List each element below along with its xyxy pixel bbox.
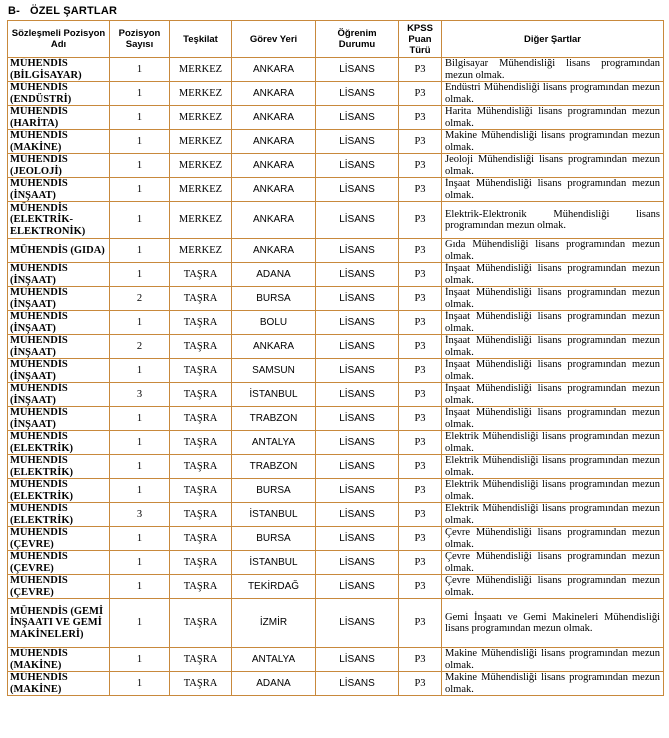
table-row — [8, 431, 664, 455]
location-cell: ANKARA — [232, 130, 316, 154]
other-conditions-cell: Elektrik Mühendisliği lisans programından mezun olmak. — [442, 455, 664, 479]
education-cell: LİSANS — [316, 263, 399, 287]
organization-cell: MERKEZ — [170, 130, 232, 154]
organization-cell: MERKEZ — [170, 178, 232, 202]
organization-cell: MERKEZ — [170, 82, 232, 106]
position-name-cell: MÜHENDİS (İNŞAAT) — [8, 178, 110, 202]
organization-cell: MERKEZ — [170, 106, 232, 130]
organization-cell: MERKEZ — [170, 154, 232, 178]
position-name-cell: MÜHENDİS (GEMİ İNŞAATI VE GEMİ MAKİNELERİ) — [8, 599, 110, 648]
kpss-cell: P3 — [399, 154, 442, 178]
location-cell: ANKARA — [232, 154, 316, 178]
position-count-cell: 3 — [110, 503, 170, 527]
kpss-cell: P3 — [399, 479, 442, 503]
organization-cell: TAŞRA — [170, 648, 232, 672]
kpss-cell: P3 — [399, 431, 442, 455]
education-cell: LİSANS — [316, 287, 399, 311]
other-conditions-cell: Makine Mühendisliği lisans programından mezun olmak. — [442, 130, 664, 154]
header-education: Öğrenim Durumu — [316, 21, 399, 58]
kpss-cell: P3 — [399, 335, 442, 359]
location-cell: ADANA — [232, 263, 316, 287]
organization-cell: TAŞRA — [170, 503, 232, 527]
position-count-cell: 1 — [110, 672, 170, 696]
other-conditions-cell: Makine Mühendisliği lisans programından mezun olmak. — [442, 672, 664, 696]
education-cell: LİSANS — [316, 672, 399, 696]
header-location: Görev Yeri — [232, 21, 316, 58]
other-conditions-cell: İnşaat Mühendisliği lisans programından mezun olmak. — [442, 263, 664, 287]
kpss-cell: P3 — [399, 648, 442, 672]
other-conditions-cell: Jeoloji Mühendisliği lisans programından mezun olmak. — [442, 154, 664, 178]
table-row — [8, 407, 664, 431]
position-name-cell: MÜHENDİS (ENDÜSTRİ) — [8, 82, 110, 106]
table-row — [8, 479, 664, 503]
kpss-cell: P3 — [399, 239, 442, 263]
section-title-text: ÖZEL ŞARTLAR — [30, 5, 118, 17]
kpss-cell: P3 — [399, 599, 442, 648]
position-count-cell: 1 — [110, 407, 170, 431]
organization-cell: MERKEZ — [170, 202, 232, 239]
location-cell: SAMSUN — [232, 359, 316, 383]
education-cell: LİSANS — [316, 311, 399, 335]
education-cell: LİSANS — [316, 407, 399, 431]
position-count-cell: 2 — [110, 287, 170, 311]
table-row — [8, 335, 664, 359]
organization-cell: MERKEZ — [170, 58, 232, 82]
section-prefix: B- — [8, 5, 21, 17]
position-count-cell: 1 — [110, 479, 170, 503]
other-conditions-cell: Gıda Mühendisliği lisans programından mezun olmak. — [442, 239, 664, 263]
education-cell: LİSANS — [316, 575, 399, 599]
organization-cell: TAŞRA — [170, 575, 232, 599]
location-cell: İSTANBUL — [232, 503, 316, 527]
organization-cell: TAŞRA — [170, 287, 232, 311]
position-count-cell: 1 — [110, 130, 170, 154]
table-row — [8, 106, 664, 130]
position-count-cell: 1 — [110, 431, 170, 455]
location-cell: İZMİR — [232, 599, 316, 648]
education-cell: LİSANS — [316, 455, 399, 479]
organization-cell: TAŞRA — [170, 455, 232, 479]
organization-cell: TAŞRA — [170, 551, 232, 575]
location-cell: ANKARA — [232, 239, 316, 263]
header-organization: Teşkilat — [170, 21, 232, 58]
education-cell: LİSANS — [316, 648, 399, 672]
position-count-cell: 1 — [110, 58, 170, 82]
position-name-cell: MÜHENDİS (İNŞAAT) — [8, 383, 110, 407]
education-cell: LİSANS — [316, 239, 399, 263]
position-count-cell: 1 — [110, 106, 170, 130]
table-row — [8, 575, 664, 599]
other-conditions-cell: Çevre Mühendisliği lisans programından mezun olmak. — [442, 575, 664, 599]
position-count-cell: 1 — [110, 154, 170, 178]
other-conditions-cell: İnşaat Mühendisliği lisans programından mezun olmak. — [442, 287, 664, 311]
kpss-cell: P3 — [399, 672, 442, 696]
position-name-cell: MÜHENDİS (ELEKTRİK) — [8, 479, 110, 503]
kpss-cell: P3 — [399, 82, 442, 106]
location-cell: BURSA — [232, 287, 316, 311]
table-row — [8, 58, 664, 82]
location-cell: ANTALYA — [232, 648, 316, 672]
table-row — [8, 648, 664, 672]
education-cell: LİSANS — [316, 527, 399, 551]
position-name-cell: MÜHENDİS (İNŞAAT) — [8, 287, 110, 311]
location-cell: BURSA — [232, 479, 316, 503]
position-name-cell: MÜHENDİS (ELEKTRİK) — [8, 503, 110, 527]
position-count-cell: 1 — [110, 575, 170, 599]
kpss-cell: P3 — [399, 455, 442, 479]
education-cell: LİSANS — [316, 479, 399, 503]
location-cell: BOLU — [232, 311, 316, 335]
header-kpss: KPSS Puan Türü — [399, 21, 442, 58]
table-row — [8, 130, 664, 154]
position-count-cell: 1 — [110, 202, 170, 239]
organization-cell: TAŞRA — [170, 335, 232, 359]
location-cell: İSTANBUL — [232, 383, 316, 407]
education-cell: LİSANS — [316, 503, 399, 527]
position-name-cell: MÜHENDİS (BİLGİSAYAR) — [8, 58, 110, 82]
education-cell: LİSANS — [316, 431, 399, 455]
table-row — [8, 287, 664, 311]
organization-cell: TAŞRA — [170, 311, 232, 335]
header-count: Pozisyon Sayısı — [110, 21, 170, 58]
table-row — [8, 82, 664, 106]
table-row — [8, 551, 664, 575]
kpss-cell: P3 — [399, 503, 442, 527]
position-name-cell: MÜHENDİS (ELEKTRİK-ELEKTRONİK) — [8, 202, 110, 239]
other-conditions-cell: Çevre Mühendisliği lisans programından mezun olmak. — [442, 551, 664, 575]
position-count-cell: 1 — [110, 455, 170, 479]
section-title — [8, 5, 117, 17]
position-name-cell: MÜHENDİS (İNŞAAT) — [8, 335, 110, 359]
position-count-cell: 1 — [110, 551, 170, 575]
education-cell: LİSANS — [316, 359, 399, 383]
location-cell: ANKARA — [232, 106, 316, 130]
location-cell: ADANA — [232, 672, 316, 696]
header-position-name: Sözleşmeli Pozisyon Adı — [8, 21, 110, 58]
table-row — [8, 599, 664, 648]
kpss-cell: P3 — [399, 407, 442, 431]
other-conditions-cell: Elektrik-Elektronik Mühendisliği lisans programından mezun olmak. — [442, 202, 664, 239]
special-conditions-table — [7, 20, 664, 696]
other-conditions-cell: Elektrik Mühendisliği lisans programından mezun olmak. — [442, 431, 664, 455]
table-row — [8, 178, 664, 202]
location-cell: İSTANBUL — [232, 551, 316, 575]
other-conditions-cell: İnşaat Mühendisliği lisans programından mezun olmak. — [442, 359, 664, 383]
education-cell: LİSANS — [316, 335, 399, 359]
education-cell: LİSANS — [316, 106, 399, 130]
kpss-cell: P3 — [399, 359, 442, 383]
kpss-cell: P3 — [399, 130, 442, 154]
position-count-cell: 1 — [110, 263, 170, 287]
organization-cell: TAŞRA — [170, 672, 232, 696]
kpss-cell: P3 — [399, 527, 442, 551]
location-cell: ANKARA — [232, 82, 316, 106]
kpss-cell: P3 — [399, 551, 442, 575]
table-row — [8, 503, 664, 527]
table-row — [8, 383, 664, 407]
education-cell: LİSANS — [316, 383, 399, 407]
organization-cell: MERKEZ — [170, 239, 232, 263]
organization-cell: TAŞRA — [170, 407, 232, 431]
table-row — [8, 311, 664, 335]
other-conditions-cell: Makine Mühendisliği lisans programından mezun olmak. — [442, 648, 664, 672]
education-cell: LİSANS — [316, 202, 399, 239]
position-count-cell: 1 — [110, 599, 170, 648]
position-count-cell: 3 — [110, 383, 170, 407]
kpss-cell: P3 — [399, 178, 442, 202]
kpss-cell: P3 — [399, 311, 442, 335]
education-cell: LİSANS — [316, 178, 399, 202]
organization-cell: TAŞRA — [170, 479, 232, 503]
table-header-row — [8, 21, 664, 58]
other-conditions-cell: Harita Mühendisliği lisans programından mezun olmak. — [442, 106, 664, 130]
education-cell: LİSANS — [316, 154, 399, 178]
education-cell: LİSANS — [316, 551, 399, 575]
kpss-cell: P3 — [399, 58, 442, 82]
other-conditions-cell: İnşaat Mühendisliği lisans programından mezun olmak. — [442, 383, 664, 407]
education-cell: LİSANS — [316, 82, 399, 106]
other-conditions-cell: Endüstri Mühendisliği lisans programından mezun olmak. — [442, 82, 664, 106]
position-count-cell: 1 — [110, 178, 170, 202]
table-row — [8, 527, 664, 551]
position-count-cell: 1 — [110, 359, 170, 383]
position-count-cell: 2 — [110, 335, 170, 359]
table-row — [8, 154, 664, 178]
header-other-conditions: Diğer Şartlar — [442, 21, 664, 58]
location-cell: TRABZON — [232, 407, 316, 431]
table-row — [8, 672, 664, 696]
position-name-cell: MÜHENDİS (HARİTA) — [8, 106, 110, 130]
table-row — [8, 263, 664, 287]
position-name-cell: MÜHENDİS (MAKİNE) — [8, 648, 110, 672]
organization-cell: TAŞRA — [170, 527, 232, 551]
position-name-cell: MÜHENDİS (İNŞAAT) — [8, 311, 110, 335]
location-cell: ANKARA — [232, 178, 316, 202]
table-row — [8, 202, 664, 239]
location-cell: TEKİRDAĞ — [232, 575, 316, 599]
other-conditions-cell: Çevre Mühendisliği lisans programından mezun olmak. — [442, 527, 664, 551]
location-cell: ANTALYA — [232, 431, 316, 455]
organization-cell: TAŞRA — [170, 599, 232, 648]
position-name-cell: MÜHENDİS (MAKİNE) — [8, 672, 110, 696]
kpss-cell: P3 — [399, 575, 442, 599]
location-cell: ANKARA — [232, 335, 316, 359]
location-cell: ANKARA — [232, 58, 316, 82]
position-count-cell: 1 — [110, 648, 170, 672]
kpss-cell: P3 — [399, 202, 442, 239]
kpss-cell: P3 — [399, 106, 442, 130]
education-cell: LİSANS — [316, 58, 399, 82]
location-cell: TRABZON — [232, 455, 316, 479]
kpss-cell: P3 — [399, 287, 442, 311]
position-name-cell: MÜHENDİS (İNŞAAT) — [8, 263, 110, 287]
table-row — [8, 239, 664, 263]
position-name-cell: MÜHENDİS (MAKİNE) — [8, 130, 110, 154]
table-row — [8, 359, 664, 383]
other-conditions-cell: İnşaat Mühendisliği lisans programından mezun olmak. — [442, 178, 664, 202]
other-conditions-cell: Bilgisayar Mühendisliği lisans programından mezun olmak. — [442, 58, 664, 82]
organization-cell: TAŞRA — [170, 431, 232, 455]
other-conditions-cell: İnşaat Mühendisliği lisans programından mezun olmak. — [442, 311, 664, 335]
position-count-cell: 1 — [110, 82, 170, 106]
other-conditions-cell: İnşaat Mühendisliği lisans programından mezun olmak. — [442, 407, 664, 431]
location-cell: ANKARA — [232, 202, 316, 239]
education-cell: LİSANS — [316, 599, 399, 648]
position-name-cell: MÜHENDİS (ÇEVRE) — [8, 575, 110, 599]
position-name-cell: MÜHENDİS (ELEKTRİK) — [8, 431, 110, 455]
other-conditions-cell: İnşaat Mühendisliği lisans programından mezun olmak. — [442, 335, 664, 359]
position-name-cell: MÜHENDİS (JEOLOJİ) — [8, 154, 110, 178]
kpss-cell: P3 — [399, 263, 442, 287]
organization-cell: TAŞRA — [170, 383, 232, 407]
position-count-cell: 1 — [110, 239, 170, 263]
position-name-cell: MÜHENDİS (İNŞAAT) — [8, 359, 110, 383]
other-conditions-cell: Elektrik Mühendisliği lisans programından mezun olmak. — [442, 479, 664, 503]
kpss-cell: P3 — [399, 383, 442, 407]
position-name-cell: MÜHENDİS (GIDA) — [8, 239, 110, 263]
other-conditions-cell: Elektrik Mühendisliği lisans programından mezun olmak. — [442, 503, 664, 527]
position-name-cell: MÜHENDİS (İNŞAAT) — [8, 407, 110, 431]
position-name-cell: MÜHENDİS (ÇEVRE) — [8, 527, 110, 551]
location-cell: BURSA — [232, 527, 316, 551]
organization-cell: TAŞRA — [170, 359, 232, 383]
position-count-cell: 1 — [110, 527, 170, 551]
other-conditions-cell: Gemi İnşaatı ve Gemi Makineleri Mühendisliği lisans programından mezun olmak. — [442, 599, 664, 648]
position-name-cell: MÜHENDİS (ÇEVRE) — [8, 551, 110, 575]
organization-cell: TAŞRA — [170, 263, 232, 287]
education-cell: LİSANS — [316, 130, 399, 154]
table-row — [8, 455, 664, 479]
position-name-cell: MÜHENDİS (ELEKTRİK) — [8, 455, 110, 479]
position-count-cell: 1 — [110, 311, 170, 335]
